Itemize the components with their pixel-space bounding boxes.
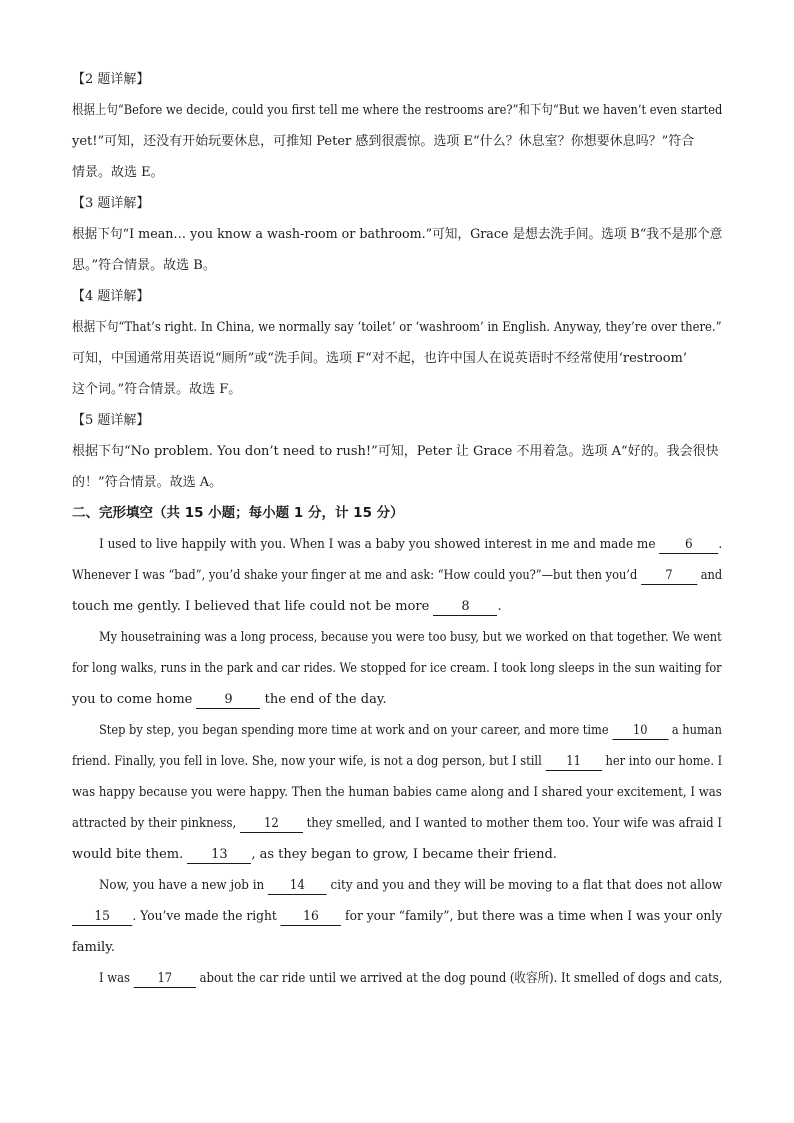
cloze-blank[interactable]: 10 [612, 723, 668, 740]
explanation-text: 的！”符合情景。故选 A。 [72, 475, 223, 490]
passage-line: I used to live happily with you. When I was a baby you showed interest in me and made me 6 . [99, 537, 723, 552]
passage-line: attracted by their pinkness, 12 they smelled, and I wanted to mother them too. Your wife was afraid I [72, 816, 722, 831]
explanation-heading-2: 【2 题详解】 [72, 72, 150, 87]
passage-line: My housetraining was a long process, because you were too busy, but we worked on that together. We went [99, 630, 722, 645]
passage-line: for long walks, runs in the park and car rides. We stopped for ice cream. I took long sleeps in the sun waiting for [72, 661, 722, 676]
passage-line: touch me gently. I believed that life could not be more 8 . [72, 599, 502, 614]
cloze-blank[interactable]: 7 [641, 568, 697, 585]
section-title: 二、完形填空（共 15 小题；每小题 1 分，计 15 分） [72, 505, 404, 521]
explanation-text: 这个词。”符合情景。故选 F。 [72, 382, 242, 397]
passage-line: would bite them. 13 , as they began to grow, I became their friend. [72, 847, 557, 862]
cloze-blank[interactable]: 13 [187, 847, 251, 864]
passage-line: 15 . You’ve made the right 16 for your “family”, but there was a time when I was your only [72, 901, 722, 932]
explanation-text: 根据下句“I mean… you know a wash-room or bathroom.”可知，Grace 是想去洗手间。选项 B“我不是那个意 [72, 227, 723, 242]
explanation-heading-3: 【3 题详解】 [72, 196, 150, 211]
explanation-text: 根据下句“That’s right. In China, we normally say ‘toilet’ or ‘washroom’ in English. Anyway, they’re over there.” [72, 320, 722, 335]
explanation-heading-5: 【5 题详解】 [72, 413, 150, 428]
explanation-text: 情景。故选 E。 [72, 165, 164, 180]
cloze-blank[interactable]: 9 [196, 692, 260, 709]
cloze-blank[interactable]: 16 [281, 909, 341, 926]
passage-line: Now, you have a new job in 14 city and you and they will be moving to a flat that does not allow [99, 878, 723, 893]
cloze-blank[interactable]: 11 [545, 754, 601, 771]
cloze-blank[interactable]: 8 [433, 599, 497, 616]
passage-line: was happy because you were happy. Then the human babies came along and I shared your excitement, I was [72, 785, 722, 800]
explanation-text: 思。”符合情景。故选 B。 [72, 258, 216, 273]
cloze-blank[interactable]: 6 [659, 537, 718, 554]
explanation-heading-4: 【4 题详解】 [72, 289, 150, 304]
cloze-blank[interactable]: 14 [268, 878, 327, 895]
cloze-blank[interactable]: 17 [134, 971, 196, 988]
cloze-blank[interactable]: 15 [72, 909, 132, 926]
passage-line: Step by step, you began spending more time at work and on your career, and more time 10 a human [99, 723, 722, 738]
passage-line: you to come home 9 the end of the day. [72, 692, 387, 707]
document-page [72, 64, 722, 994]
explanation-text: 可知，中国通常用英语说“厕所”或“洗手间。选项 F“对不起，也许中国人在说英语时不经常使用‘restroom’ [72, 351, 687, 366]
passage-line: I was 17 about the car ride until we arrived at the dog pound (收容所). It smelled of dogs and cats, [99, 971, 723, 986]
cloze-blank[interactable]: 12 [240, 816, 303, 833]
explanation-text: 根据上句“Before we decide, could you first tell me where the restrooms are?”和下句“But we haven’t even started [72, 103, 723, 118]
explanation-text: 根据下句“No problem. You don’t need to rush!”可知，Peter 让 Grace 不用着急。选项 A“好的。我会很快 [72, 444, 719, 459]
explanation-text: yet!”可知，还没有开始玩要休息，可推知 Peter 感到很震惊。选项 E“什么？休息室？你想要休息吗？”符合 [72, 134, 695, 149]
passage-line: family. [72, 940, 115, 955]
passage-line: friend. Finally, you fell in love. She, now your wife, is not a dog person, but I still 11 her into our home. I [72, 754, 723, 769]
passage-line: Whenever I was “bad”, you’d shake your finger at me and ask: “How could you?”—but then you’d 7 and [72, 568, 723, 583]
